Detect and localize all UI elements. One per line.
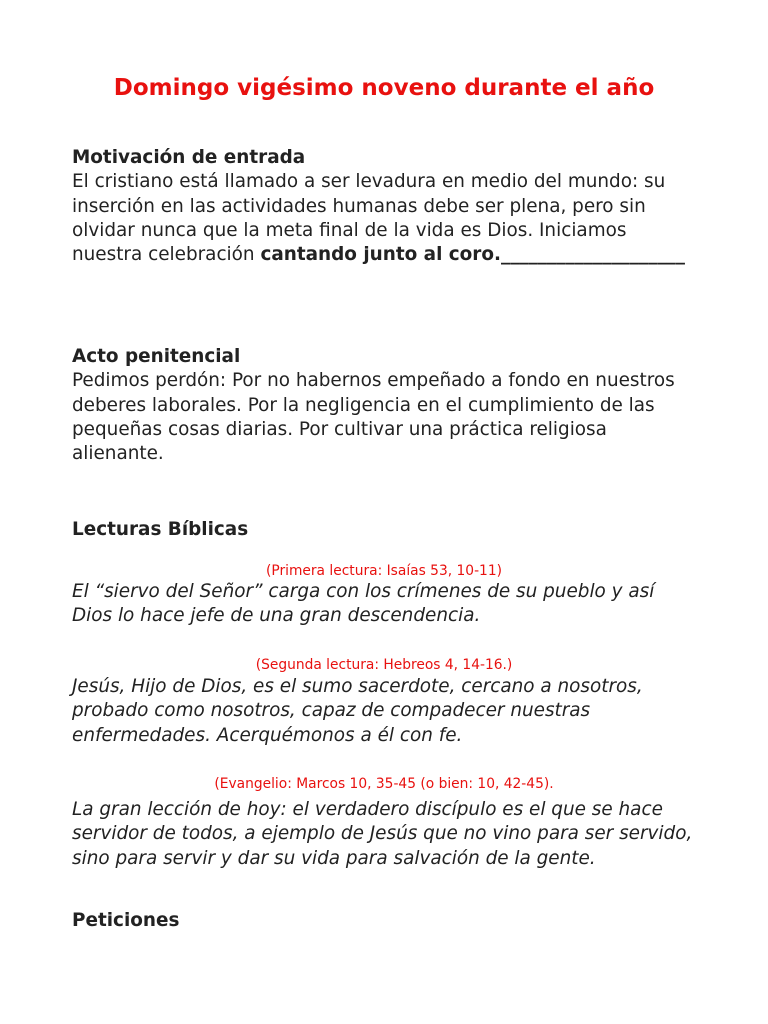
lecturas-section — [72, 518, 700, 542]
peticiones-section — [72, 909, 700, 933]
acto-text: Pedimos perdón: Por no habernos empeñado a fondo en nuestros deberes laborales. Por la negligencia en el cumplimiento de las pequeñas cosas diarias. Por cultivar una práctica religiosa alienante. — [72, 370, 675, 465]
evangelio-reference: (Evangelio: Marcos 10, 35-45 (o bien: 10, 42-45). — [214, 776, 554, 792]
segunda-lectura-reference: (Segunda lectura: Hebreos 4, 14-16.) — [255, 657, 513, 673]
motivacion-heading: Motivación de entrada — [72, 147, 306, 168]
primera-lectura-text: El “siervo del Señor” carga con los crímenes de su pueblo y así Dios lo hace jefe de una gran descendencia. — [72, 581, 655, 627]
motivacion-section — [72, 146, 700, 267]
evangelio-text: La gran lección de hoy: el verdadero discípulo es el que se hace servidor de todos, a ejemplo de Jesús que no vino para ser servido, sino para servir y dar su vida para salvación de la gente. — [72, 799, 693, 869]
document-title: Domingo vigésimo noveno durante el año — [113, 75, 655, 101]
peticiones-heading: Peticiones — [72, 910, 180, 931]
segunda-lectura-text: Jesús, Hijo de Dios, es el sumo sacerdote, cercano a nosotros, probado como nosotros, capaz de compadecer nuestras enfermedades. Acerquémonos a él con fe. — [72, 676, 643, 746]
motivacion-bold: cantando junto al coro. — [260, 244, 501, 266]
acto-heading: Acto penitencial — [72, 346, 241, 367]
lecturas-heading: Lecturas Bíblicas — [72, 519, 249, 540]
acto-section — [72, 345, 700, 466]
motivacion-blank-line: ____________________ — [501, 244, 685, 266]
primera-lectura-reference: (Primera lectura: Isaías 53, 10-11) — [265, 563, 502, 579]
motivacion-text — [72, 170, 700, 267]
motivacion-body: El cristiano está llamado a ser levadura en medio del mundo: su inserción en las actividades humanas debe ser plena, pero sin olvidar nunca que la meta final de la vida es Dios. Iniciamos nuestra celebración — [72, 171, 666, 266]
